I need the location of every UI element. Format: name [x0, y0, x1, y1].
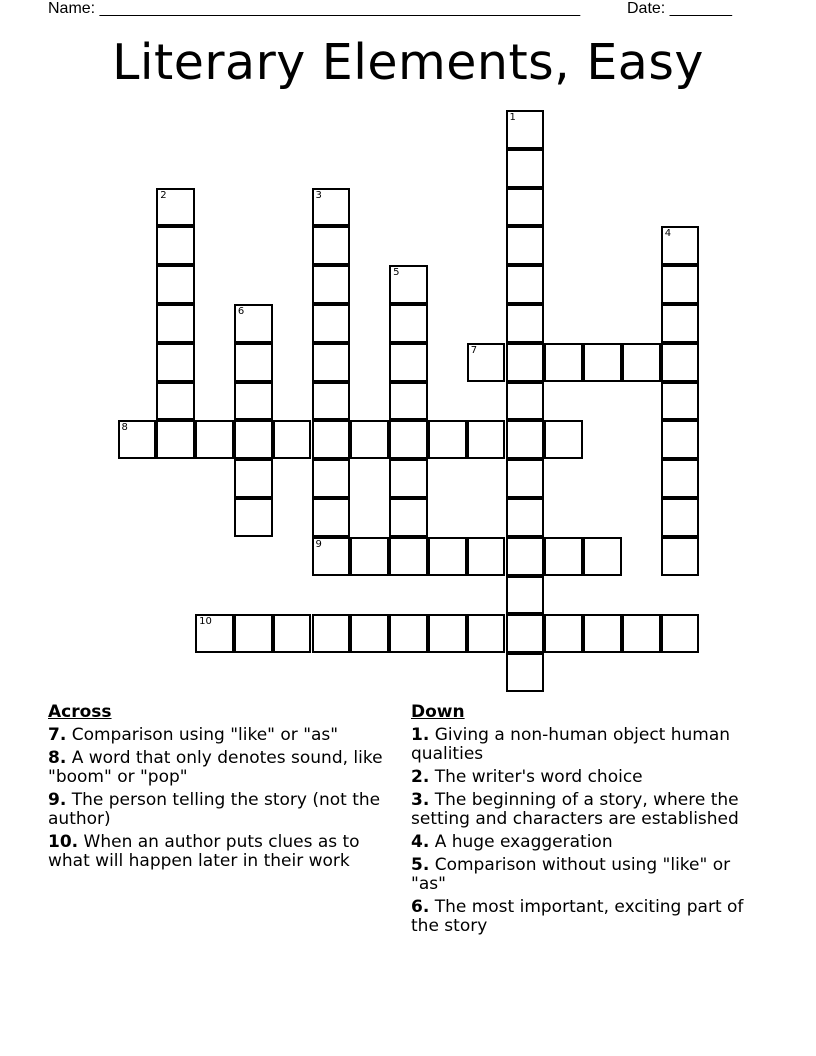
crossword-cell[interactable]	[506, 537, 545, 576]
crossword-cell[interactable]	[583, 343, 622, 382]
crossword-cell[interactable]	[312, 343, 351, 382]
crossword-cell[interactable]	[312, 420, 351, 459]
crossword-cell[interactable]	[389, 498, 428, 537]
crossword-cell[interactable]	[544, 420, 583, 459]
crossword-cell[interactable]	[156, 420, 195, 459]
crossword-cell[interactable]	[156, 343, 195, 382]
crossword-cell[interactable]	[506, 343, 545, 382]
cell-number: 9	[315, 538, 322, 550]
crossword-cell[interactable]	[312, 537, 351, 576]
crossword-cell[interactable]	[234, 498, 273, 537]
cell-number: 8	[121, 422, 128, 434]
clue-across-10	[48, 833, 388, 871]
crossword-cell[interactable]	[312, 498, 351, 537]
crossword-cell[interactable]	[583, 614, 622, 653]
crossword-cell[interactable]	[312, 459, 351, 498]
page-title: Literary Elements, Easy	[112, 34, 704, 91]
crossword-cell[interactable]	[350, 420, 389, 459]
clue-number: 10.	[48, 832, 79, 852]
clue-number: 8.	[48, 748, 67, 768]
crossword-cell[interactable]	[234, 420, 273, 459]
crossword-cell[interactable]	[350, 614, 389, 653]
clue-text: Comparison using "like" or "as"	[71, 725, 339, 745]
date-blank[interactable]: _______	[669, 0, 732, 17]
clue-number: 6.	[411, 897, 430, 917]
crossword-cell[interactable]	[389, 304, 428, 343]
crossword-cell[interactable]	[506, 614, 545, 653]
crossword-cell[interactable]	[234, 304, 273, 343]
clue-number: 7.	[48, 725, 67, 745]
clue-text: When an author puts clues as to what will happen later in their work	[48, 832, 360, 871]
cell-number: 7	[470, 344, 478, 356]
crossword-cell[interactable]	[661, 537, 700, 576]
crossword-cell[interactable]	[544, 537, 583, 576]
crossword-cell[interactable]	[234, 459, 273, 498]
name-blank[interactable]: ______________________________________________________	[99, 0, 581, 17]
crossword-cell[interactable]	[506, 149, 545, 188]
clue-number: 2.	[411, 767, 430, 787]
crossword-cell[interactable]	[544, 614, 583, 653]
crossword-cell[interactable]	[312, 614, 351, 653]
clue-text: Comparison without using "like" or "as"	[411, 855, 731, 894]
crossword-cell[interactable]	[661, 304, 700, 343]
crossword-cell[interactable]	[312, 188, 351, 227]
crossword-cell[interactable]	[389, 537, 428, 576]
crossword-cell[interactable]	[622, 614, 661, 653]
crossword-cell[interactable]	[428, 537, 467, 576]
clue-text: A huge exaggeration	[434, 832, 613, 852]
crossword-cell[interactable]	[312, 265, 351, 304]
date-label: Date:	[627, 0, 666, 17]
clue-down-6	[411, 898, 756, 936]
crossword-cell[interactable]	[312, 226, 351, 265]
cell-number: 2	[160, 189, 167, 201]
crossword-cell[interactable]	[506, 110, 545, 149]
crossword-cell[interactable]	[156, 304, 195, 343]
clue-across-8	[48, 749, 388, 787]
crossword-cell[interactable]	[156, 226, 195, 265]
crossword-cell[interactable]	[234, 343, 273, 382]
clue-text: A word that only denotes sound, like "boom" or "pop"	[48, 748, 383, 787]
crossword-cell[interactable]	[195, 614, 234, 653]
clue-number: 4.	[411, 832, 430, 852]
crossword-cell[interactable]	[583, 537, 622, 576]
crossword-cell[interactable]	[467, 537, 506, 576]
crossword-cell[interactable]	[428, 420, 467, 459]
clue-number: 9.	[48, 790, 67, 810]
clue-across-9	[48, 791, 388, 829]
crossword-cell[interactable]	[506, 188, 545, 227]
crossword-cell[interactable]	[350, 537, 389, 576]
cell-number: 6	[237, 306, 245, 317]
clue-down-2	[411, 768, 756, 787]
clue-number: 1.	[411, 725, 430, 745]
crossword-cell[interactable]	[506, 459, 545, 498]
crossword-cell[interactable]	[389, 265, 428, 304]
crossword-cell[interactable]	[661, 382, 700, 421]
crossword-cell[interactable]	[312, 304, 351, 343]
crossword-cell[interactable]	[544, 343, 583, 382]
crossword-cell[interactable]	[506, 420, 545, 459]
clue-text: Giving a non-human object human qualities	[411, 725, 731, 764]
clue-number: 5.	[411, 855, 430, 875]
clue-text: The beginning of a story, where the setting and characters are established	[411, 790, 739, 829]
clue-text: The most important, exciting part of the story	[411, 897, 744, 936]
crossword-cell[interactable]	[389, 614, 428, 653]
crossword-cell[interactable]	[661, 343, 700, 382]
cell-number: 10	[199, 616, 212, 628]
crossword-cell[interactable]	[156, 188, 195, 227]
crossword-cell[interactable]	[506, 304, 545, 343]
crossword-cell[interactable]	[389, 459, 428, 498]
crossword-cell[interactable]	[661, 498, 700, 537]
crossword-cell[interactable]	[156, 382, 195, 421]
crossword-cell[interactable]	[661, 265, 700, 304]
crossword-cell[interactable]	[118, 420, 157, 459]
crossword-cell[interactable]	[661, 614, 700, 653]
crossword-cell[interactable]	[156, 265, 195, 304]
crossword-cell[interactable]	[467, 420, 506, 459]
name-label: Name:	[48, 0, 96, 17]
across-heading: Across	[48, 702, 112, 722]
crossword-cell[interactable]	[389, 420, 428, 459]
crossword-cell[interactable]	[661, 226, 700, 265]
cell-number: 3	[315, 189, 322, 201]
crossword-cell[interactable]	[506, 653, 545, 692]
crossword-cell[interactable]	[428, 614, 467, 653]
down-clues	[411, 703, 756, 940]
clue-across-7	[48, 726, 388, 745]
crossword-cell[interactable]	[506, 226, 545, 265]
cell-number: 1	[509, 112, 516, 123]
clue-down-4	[411, 833, 756, 852]
crossword-cell[interactable]	[389, 343, 428, 382]
down-heading: Down	[411, 702, 465, 722]
clue-text: The writer's word choice	[434, 767, 643, 787]
clue-down-1	[411, 726, 756, 764]
across-clues	[48, 703, 388, 875]
cell-number: 5	[393, 267, 400, 279]
crossword-cell[interactable]	[506, 498, 545, 537]
crossword-cell[interactable]	[234, 614, 273, 653]
clue-down-5	[411, 856, 756, 894]
clue-text: The person telling the story (not the author)	[48, 790, 381, 829]
crossword-cell[interactable]	[273, 420, 312, 459]
clue-down-3	[411, 791, 756, 829]
crossword-cell[interactable]	[506, 265, 545, 304]
clue-number: 3.	[411, 790, 430, 810]
crossword-cell[interactable]	[661, 459, 700, 498]
crossword-cell[interactable]	[195, 420, 234, 459]
crossword-cell[interactable]	[661, 420, 700, 459]
crossword-cell[interactable]	[234, 382, 273, 421]
crossword-cell[interactable]	[312, 382, 351, 421]
crossword-cell[interactable]	[467, 614, 506, 653]
crossword-cell[interactable]	[506, 576, 545, 615]
crossword-cell[interactable]	[622, 343, 661, 382]
crossword-cell[interactable]	[506, 382, 545, 421]
crossword-cell[interactable]	[273, 614, 312, 653]
crossword-cell[interactable]	[467, 343, 506, 382]
cell-number: 4	[664, 228, 672, 240]
crossword-cell[interactable]	[389, 382, 428, 421]
